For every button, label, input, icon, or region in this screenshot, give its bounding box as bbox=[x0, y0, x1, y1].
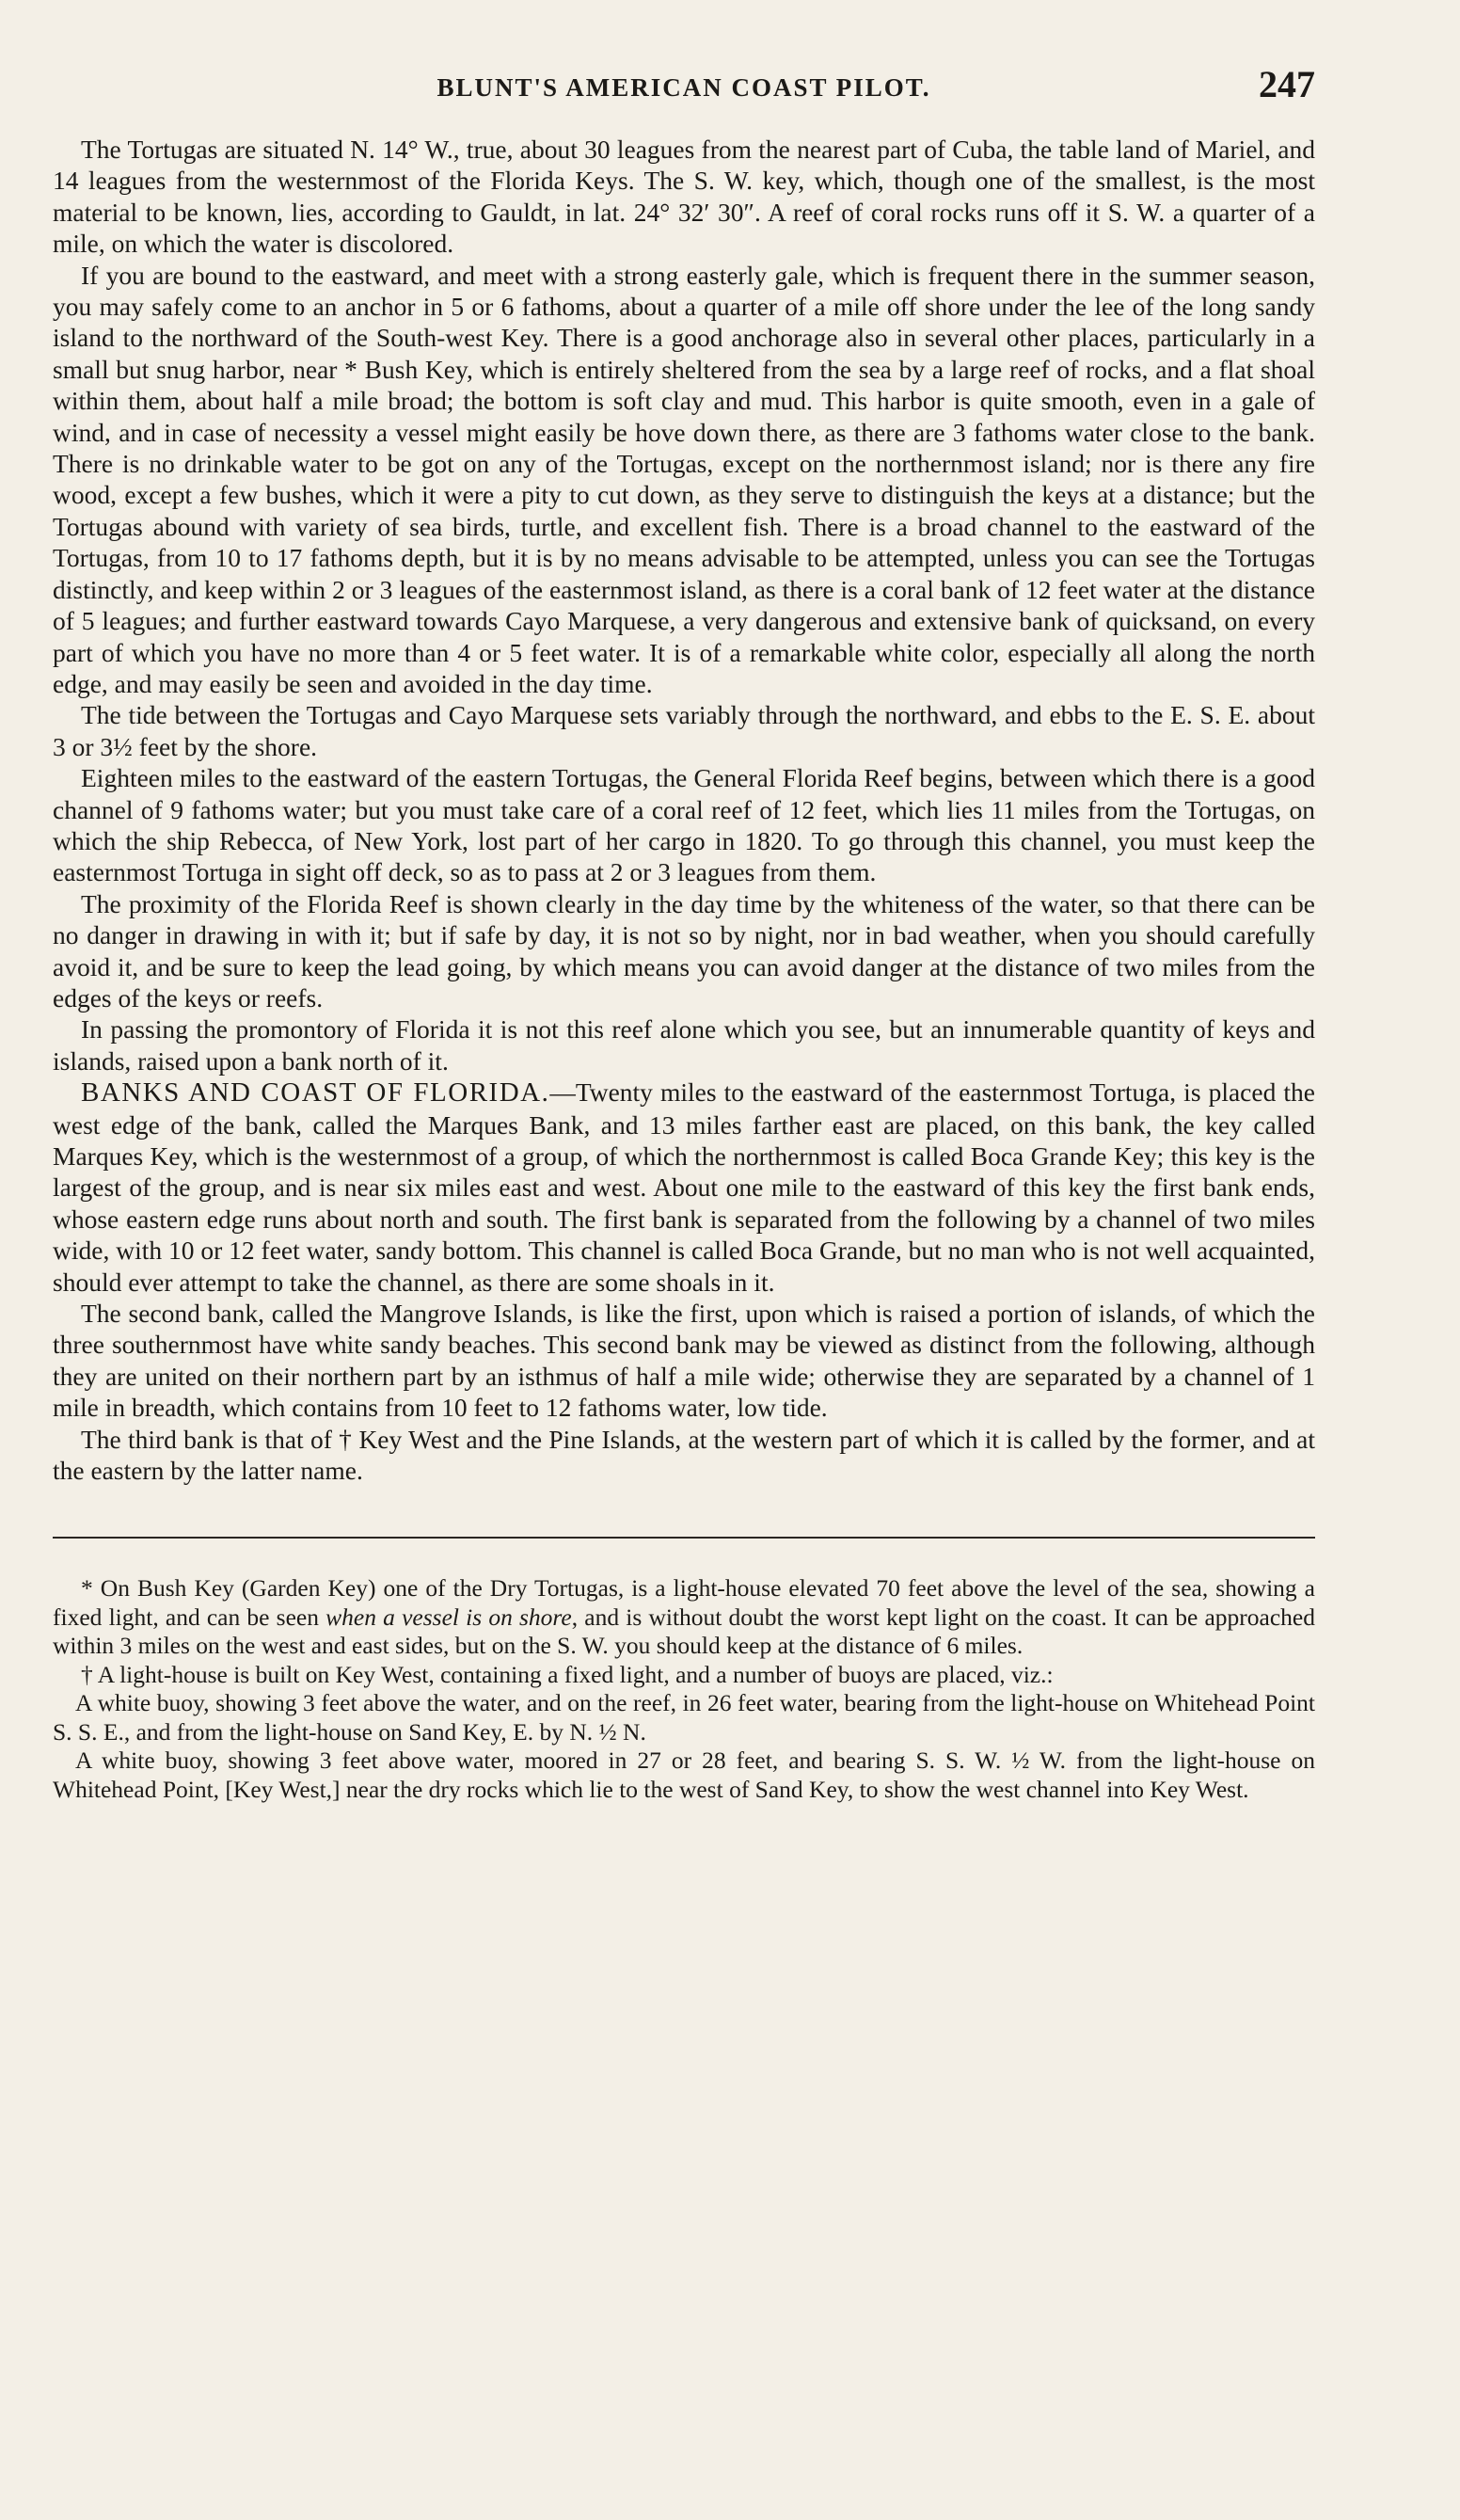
main-text bbox=[53, 134, 1315, 1486]
footnotes bbox=[53, 1574, 1315, 1804]
running-title: BLUNT'S AMERICAN COAST PILOT. bbox=[436, 73, 931, 102]
paragraph-third-bank: The third bank is that of † Key West and the Pine Islands, at the western part of which it is called by the former, and at the eastern by the latter name. bbox=[53, 1424, 1315, 1486]
footnote-key-west: † A light-house is built on Key West, containing a fixed light, and a number of buoys are placed, viz.: bbox=[81, 1660, 1054, 1688]
footnote-bush-key-part-2: , and is without doubt the worst kept light on the coast. It can be approached within 3 miles on the west and east sides, but on the S. W. you should keep at the distance of 6 miles. bbox=[53, 1603, 1315, 1660]
paragraph-banks-and-coast bbox=[53, 1077, 1315, 1298]
page-header bbox=[53, 56, 1315, 113]
paragraph-tide: The tide between the Tortugas and Cayo Marquese sets variably through the northward, and ebbs to the E. S. E. about 3 or 3½ feet by the shore. bbox=[53, 700, 1315, 761]
paragraph-second-bank: The second bank, called the Mangrove Islands, is like the first, upon which is raised a portion of islands, of which the three southernmost have white sandy beaches. This second bank may be viewed as distinct from the following, although they are united on their northern part by an isthmus of half a mile wide; otherwise they are separated by a channel of 1 mile in breadth, which contains from 10 feet to 12 fathoms water, low tide. bbox=[53, 1299, 1315, 1423]
paragraph-promontory: In passing the promontory of Florida it is not this reef alone which you see, but an innumerable quantity of keys and islands, raised upon a bank north of it. bbox=[53, 1014, 1315, 1076]
footnote-buoy-1: A white buoy, showing 3 feet above the water, and on the reef, in 26 feet water, bearing from the light-house on Whitehead Point S. S. E., and from the light-house on Sand Key, E. by N. ½ N. bbox=[53, 1689, 1315, 1746]
book-page bbox=[53, 56, 1315, 1804]
section-text: —Twenty miles to the eastward of the easternmost Tortuga, is placed the west edge of the bank, called the Marques Bank, and 13 miles farther east are placed, on this bank, the key called Marques Key, which is the westernmost of a group, of which the northernmost is called Boca Grande Key; this key is the largest of the group, and is near six miles east and west. About one mile to the eastward of this key the first bank ends, whose eastern edge runs about north and south. The first bank is separated from the following by a channel of two miles wide, with 10 or 12 feet water, sandy bottom. This channel is called Boca Grande, but no man who is not well acquainted, should ever attempt to take the channel, as there are some shoals in it. bbox=[53, 1077, 1316, 1297]
paragraph-tortugas-position: The Tortugas are situated N. 14° W., true, about 30 leagues from the nearest part of Cuba, the table land of Mariel, and 14 leagues from the westernmost of the Florida Keys. The S. W. key, which, though one of the smallest, is the most material to be known, lies, according to Gauldt, in lat. 24° 32′ 30″. A reef of coral rocks runs off it S. W. a quarter of a mile, on which the water is discolored. bbox=[53, 135, 1315, 259]
paragraph-anchorage: If you are bound to the eastward, and meet with a strong easterly gale, which is frequent there in the summer season, you may safely come to an anchor in 5 or 6 fathoms, about a quarter of a mile off shore under the lee of the long sandy island to the northward of the South-west Key. There is a good anchorage also in several other places, particularly in a small but snug harbor, near * Bush Key, which is entirely sheltered from the sea by a large reef of rocks, and a flat shoal within them, about half a mile broad; the bottom is soft clay and mud. This harbor is quite smooth, even in a gale of wind, and in case of necessity a vessel might easily be hove down there, as there are 3 fathoms water close to the bank. There is no drinkable water to be got on any of the Tortugas, except on the northernmost island; nor is there any fire wood, except a few bushes, which it were a pity to cut down, as they serve to distinguish the keys at a distance; but the Tortugas abound with variety of sea birds, turtle, and excellent fish. There is a broad channel to the eastward of the Tortugas, from 10 to 17 fathoms depth, but it is by no means advisable to be attempted, unless you can see the Tortugas distinctly, and keep within 2 or 3 leagues of the easternmost island, as there is a coral bank of 12 feet water at the distance of 5 leagues; and further eastward towards Cayo Marquese, a very dangerous and extensive bank of quicksand, on every part of which you have no more than 4 or 5 feet water. It is of a remarkable white color, especially all along the north edge, and may easily be seen and avoided in the day time. bbox=[53, 260, 1315, 698]
footnote-bush-key-emphasis: when a vessel is on shore bbox=[325, 1603, 572, 1631]
page-number: 247 bbox=[1259, 63, 1315, 105]
footnote-bush-key bbox=[53, 1574, 1315, 1661]
paragraph-reef-proximity: The proximity of the Florida Reef is shown clearly in the day time by the whiteness of the water, so that there can be no danger in drawing in with it; but if safe by day, it is not so by night, nor in bad weather, when you should carefully avoid it, and be sure to keep the lead going, by which means you can avoid danger at the distance of two miles from the edges of the keys or reefs. bbox=[53, 888, 1315, 1013]
footnote-divider bbox=[53, 1537, 1315, 1539]
footnote-buoy-2: A white buoy, showing 3 feet above water, moored in 27 or 28 feet, and bearing S. S. W. ½ W. from the light-house on Whitehead Point, [Key West,] near the dry rocks which lie to the west of Sand Key, to show the west channel into Key West. bbox=[53, 1746, 1315, 1803]
footnote-bush-key-part-1: * On Bush Key (Garden Key) one of the Dry Tortugas, is a light-house elevated 70 feet above the level of the sea, showing a fixed light, and can be seen bbox=[53, 1574, 1315, 1631]
paragraph-florida-reef: Eighteen miles to the eastward of the eastern Tortugas, the General Florida Reef begins, between which there is a good channel of 9 fathoms water; but you must take care of a coral reef of 12 feet, which lies 11 miles from the Tortugas, on which the ship Rebecca, of New York, lost part of her cargo in 1820. To go through this channel, you must keep the easternmost Tortuga in sight off deck, so as to pass at 2 or 3 leagues from them. bbox=[53, 763, 1315, 887]
section-heading: BANKS AND COAST OF FLORIDA. bbox=[81, 1077, 550, 1108]
